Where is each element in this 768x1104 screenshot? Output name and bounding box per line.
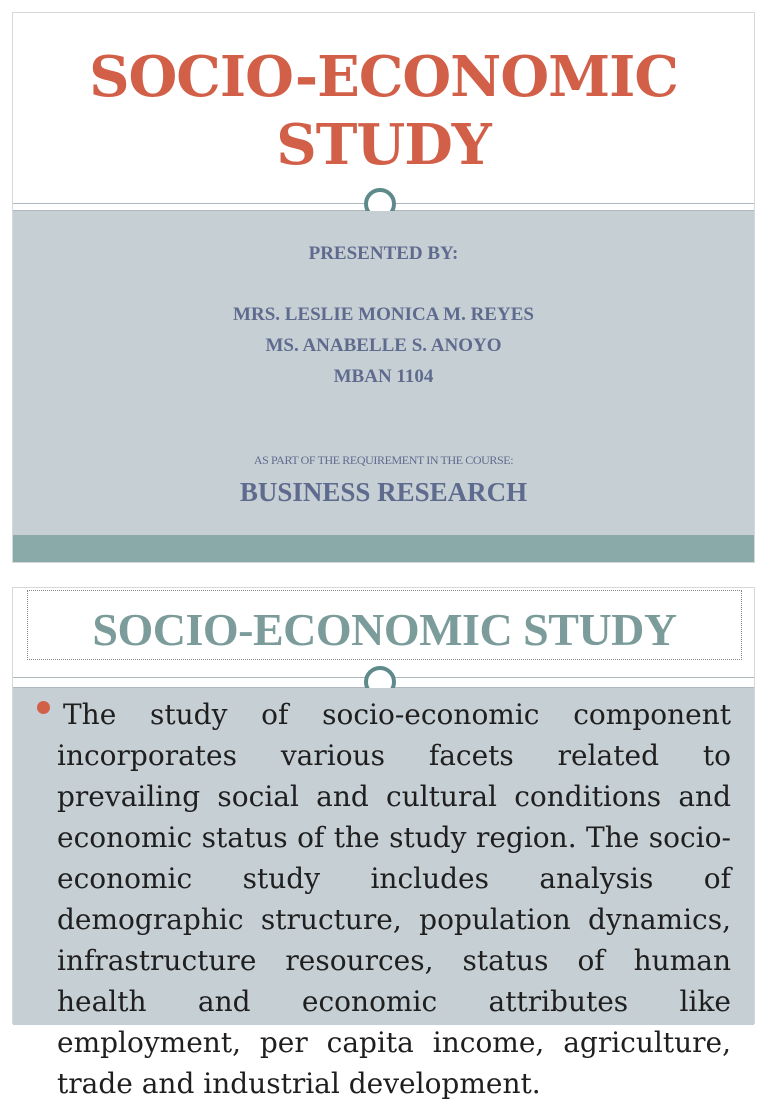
presented-by-label: PRESENTED BY: (308, 243, 459, 264)
requirement-note: AS PART OF THE REQUIREMENT IN THE COURSE: (253, 453, 514, 467)
title-line-2: STUDY (276, 112, 491, 178)
footer-band (13, 535, 754, 562)
title-line-1: SOCIO-ECONOMIC (89, 44, 678, 110)
course-code: MBAN 1104 (333, 366, 434, 387)
title-placeholder (27, 590, 742, 660)
title-slide (12, 12, 755, 563)
bullet-text: The study of socio-economic component incorporates various facets related to prevailing social and cultural conditions and economic status of the study region. The socio-economic study includes analysis of demographic structure, population dynamics, infrastructure resources, status of human health and economic attributes like employment, per capita income, agriculture, trade and industrial development. (57, 698, 731, 1100)
presenter-list (13, 299, 754, 392)
course-name: BUSINESS RESEARCH (239, 477, 528, 507)
subtitle-panel (13, 211, 754, 536)
slide-title (13, 13, 754, 179)
presenter-name: MS. ANABELLE S. ANOYO (265, 335, 502, 356)
bullet-icon (37, 701, 50, 714)
title-area (13, 13, 754, 203)
content-slide (12, 587, 755, 1100)
presenter-name: MRS. LESLIE MONICA M. REYES (233, 304, 534, 325)
content-panel (13, 688, 754, 1100)
slide-title: SOCIO-ECONOMIC STUDY (92, 604, 677, 655)
